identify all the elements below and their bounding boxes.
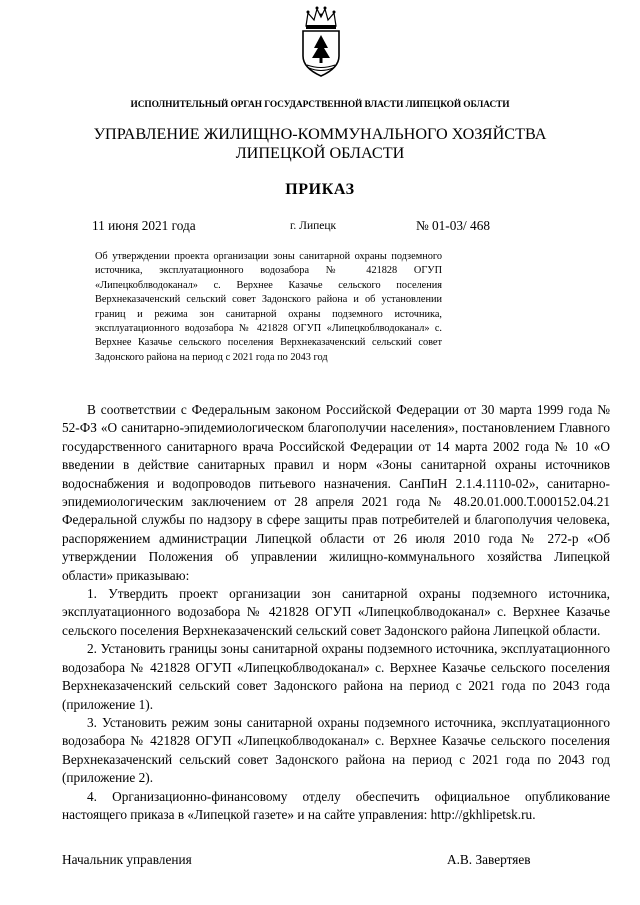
document-body	[62, 401, 610, 824]
signatory-name: А.В. Завертяев	[447, 852, 531, 867]
department-name-line2: ЛИПЕЦКОЙ ОБЛАСТИ	[235, 144, 405, 162]
order-item-4: 4. Организационно-финансовому отделу обеспечить официальное опубликование настоящего приказа в «Липецкой газете» и на сайте управления: http://gkhlipetsk.ru.	[62, 788, 610, 822]
order-item-2: 2. Установить границы зоны санитарной охраны подземного источника, эксплуатационного водозабора № 421828 ОГУП «Липецкоблводоканал» с. Верхнее Казачье сельского поселения Верхнеказаченский сельский совет Задонского района на период с 2021 года по 2043 года (приложение 1).	[62, 641, 610, 712]
signatory-title: Начальник управления	[62, 852, 192, 867]
preamble-paragraph: В соответствии с Федеральным законом Российской Федерации от 30 марта 1999 года № 52-ФЗ «О санитарно-эпидемиологическом благополучии населения», постановлением Главного государственного санитарного врача Российской Федерации от 14 марта 2002 года № 10 «О введении в действие санитарных правил и норм «Зоны санитарной охраны источников водоснабжения и водопроводов питьевого назначения. СанПиН 2.1.4.1110-02», санитарно-эпидемиологическим заключением от 28 апреля 2021 года № 48.20.01.000.Т.000152.04.21 Федеральной службы по надзору в сфере защиты прав потребителей и благополучия человека, распоряжением администрации Липецкой области от 26 июля 2010 года № 272-р «Об утверждении Положения об управлении жилищно-коммунального хозяйства Липецкой области» приказываю:	[62, 402, 610, 583]
order-item-1: 1. Утвердить проект организации зон санитарной охраны подземного источника, эксплуатационного водозабора № 421828 ОГУП «Липецкоблводоканал» с. Верхнее Казачье сельского поселения Верхнеказаченский сельский совет Задонского района Липецкой области.	[62, 586, 610, 638]
department-name	[0, 125, 640, 163]
document-type-title: ПРИКАЗ	[285, 181, 355, 198]
organization-name: ИСПОЛНИТЕЛЬНЫЙ ОРГАН ГОСУДАРСТВЕННОЙ ВЛАСТИ ЛИПЕЦКОЙ ОБЛАСТИ	[130, 100, 510, 110]
document-city: г. Липецк	[290, 220, 337, 232]
coat-of-arms-icon	[298, 4, 344, 78]
document-date: 11 июня 2021 года	[92, 218, 196, 233]
document-subject: Об утверждении проекта организации зоны санитарной охраны подземного источника, эксплуатационного водозабора № 421828 ОГУП «Липецкоблводоканал» с. Верхнее Казачье сельского поселения Верхнеказаченский сельский совет Задонского района и об установлении границ и режима зон санитарной охраны подземного источника, эксплуатационного водозабора № 421828 ОГУП «Липецкоблводоканал» с. Верхнее Казачье сельского поселения Верхнеказаченский сельский совет Задонского района на период с 2021 года по 2043 год	[95, 251, 442, 363]
order-item-3: 3. Установить режим зоны санитарной охраны подземного источника, эксплуатационного водозабора № 421828 ОГУП «Липецкоблводоканал» с. Верхнее Казачье сельского поселения Верхнеказаченский сельский совет Задонского района на период с 2021 года по 2043 год (приложение 2).	[62, 714, 610, 786]
document-number: № 01-03/ 468	[416, 218, 490, 233]
department-name-line1: УПРАВЛЕНИЕ ЖИЛИЩНО-КОММУНАЛЬНОГО ХОЗЯЙСТВА	[93, 125, 547, 143]
